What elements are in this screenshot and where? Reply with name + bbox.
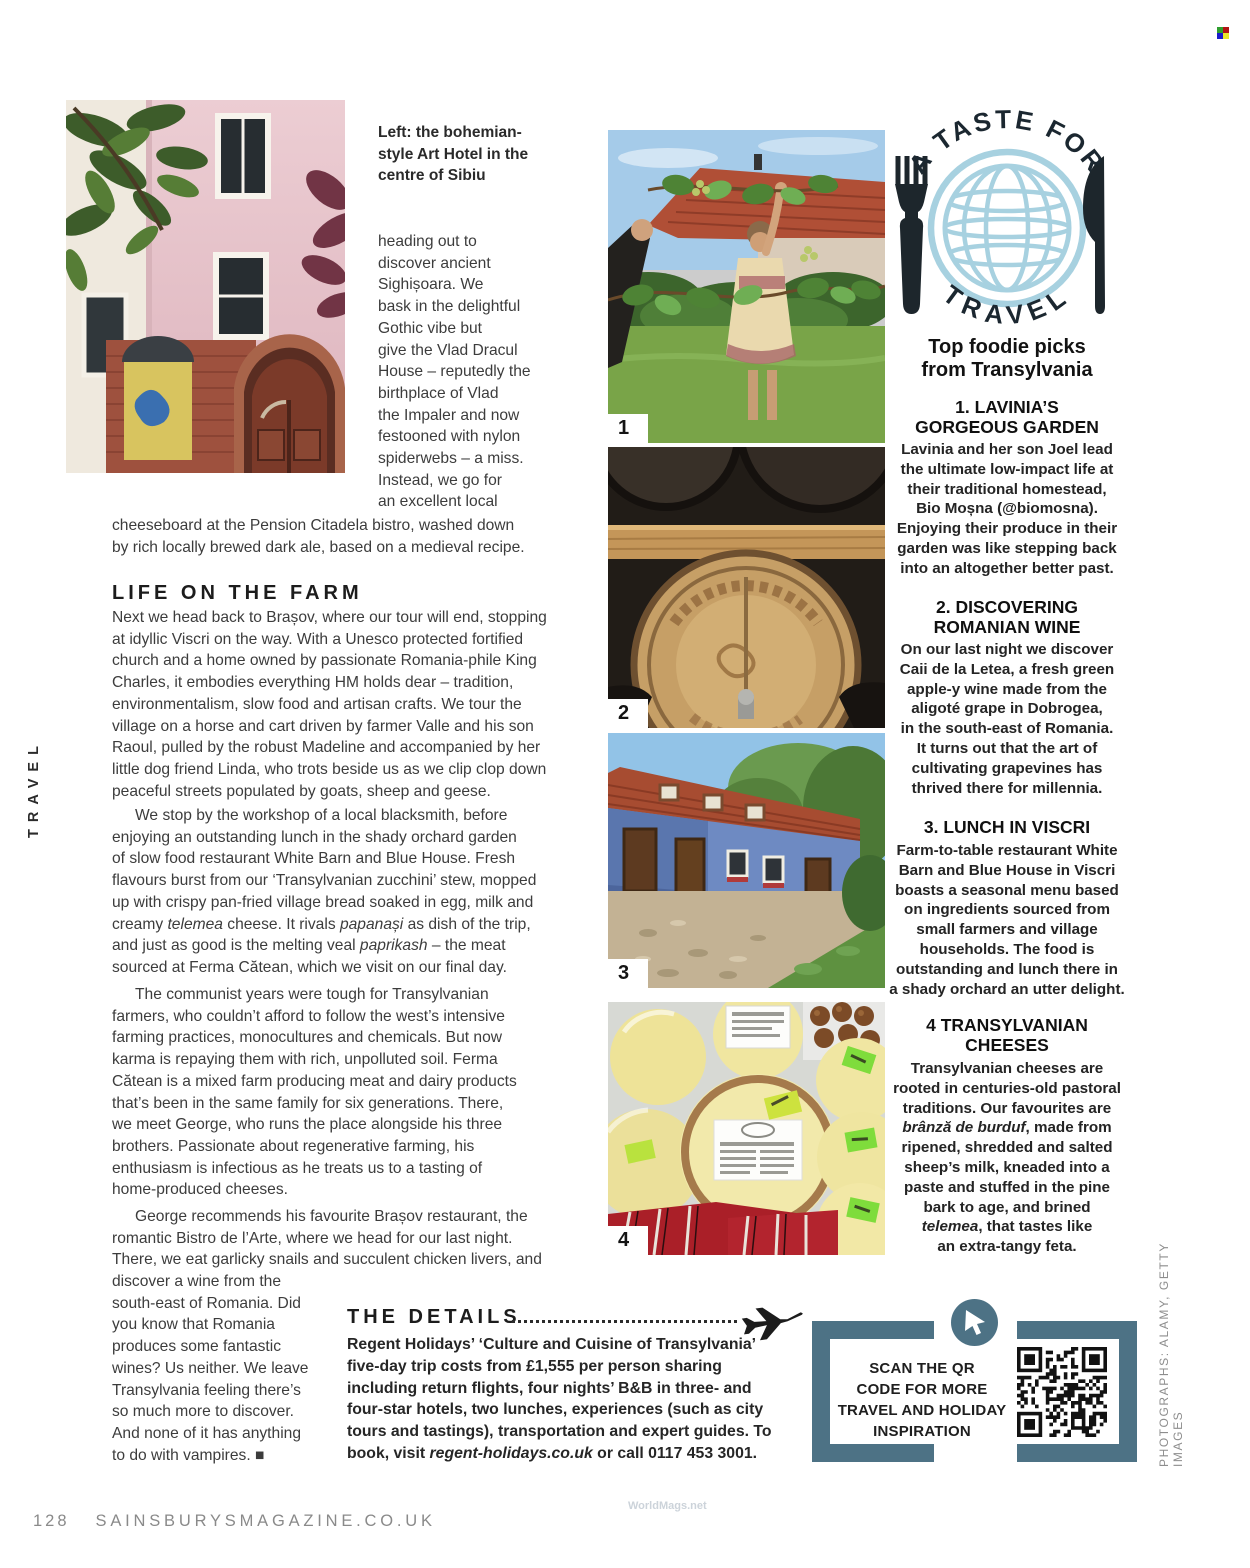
heading-life-on-the-farm: LIFE ON THE FARM (112, 582, 363, 604)
photo-grape-picking (608, 130, 885, 443)
foodie-tagline: Top foodie picks from Transylvania (921, 336, 1093, 381)
photo-wine-barrel (608, 447, 885, 728)
photo-number-badge: 3 (608, 959, 648, 988)
qr-panel-text: SCAN THE QR CODE FOR MORE TRAVEL AND HOLIDAY INSPIRATION (837, 1360, 1007, 1440)
qr-frame-right (1119, 1321, 1137, 1462)
site-url: SAINSBURYSMAGAZINE.CO.UK (95, 1512, 436, 1530)
details-body: Regent Holidays’ ‘Culture and Cuisine of Transylvania’ five-day trip costs from £1,555 per person sharing including return flights, four nights’ B&B in three- and four-star hotels, two lunches, experiences (such as city tours and tastings), transportation and expert guides. To book, visit regent-holidays.co.uk or call 0117 453 3001. (347, 1336, 772, 1462)
foodie-heading-2: 2. DISCOVERING ROMANIAN WINE (933, 597, 1081, 637)
paragraph-3: The communist years were tough for Transylvanian farmers, who couldn’t afford to follow the west’s intensive farming practices, monocultures and chemicals. But now karma is repaying them with rich, unpolluted soil. Ferma Cătean is a mixed farm producing meat and dairy products that’s been in the same family for six generations. There, we meet George, who runs the place alongside his three brothers. Passionate about regenerative farming, his enthusiasm is infectious as he treats us to a tasting of home-produced cheeses. (112, 986, 517, 1199)
svg-text:TRAVEL (938, 279, 1077, 330)
photo-transylvanian-cheeses (608, 1002, 885, 1255)
foodie-heading-3: 3. LUNCH IN VISCRI (923, 817, 1091, 837)
paragraph-1: Next we head back to Brașov, where our tour will end, stopping at idyllic Viscri on the way. With a Unesco protected fortified church and a home owned by passionate Romania-phile King Charles, it embodies everything HM holds dear – tradition, environmentalism, slow food and artisan crafts. We tour the village on a horse and cart driven by farmer Valle and his son Raoul, pulled by the robust Madeline and accompanied by her little dog friend Linda, who trots beside us as we clip clop down peaceful streets populated by goats, sheep and geese. (112, 609, 547, 800)
photo-number-badge: 4 (608, 1226, 648, 1255)
dotted-leader (512, 1320, 737, 1323)
article-intro-column: heading out to discover ancient Sighișoara. We bask in the delightful Gothic vibe but give the Vlad Dracul House – reputedly the birthplace of Vlad the Impaler and now festooned with nylon spiderwebs – a miss. Instead, we go for an excellent local (378, 233, 531, 511)
fork-icon (895, 156, 928, 314)
photo-number-badge: 2 (608, 699, 648, 728)
foodie-heading-1: 1. LAVINIA’S GORGEOUS GARDEN (915, 397, 1099, 437)
cursor-badge-icon (951, 1299, 998, 1346)
qr-frame-left (812, 1321, 830, 1462)
knife-icon (1083, 156, 1105, 314)
qr-code (1017, 1347, 1107, 1437)
photo-art-hotel-sibiu (66, 100, 345, 473)
photo-credit: PHOTOGRAPHS: ALAMY, GETTY IMAGES (1157, 1242, 1185, 1467)
art-hotel-illustration (66, 100, 345, 473)
logo-arc-top: A TASTE FOR (902, 108, 1112, 179)
section-label-travel: TRAVEL (26, 739, 42, 838)
paragraph-2: We stop by the workshop of a local blacksmith, before enjoying an outstanding lunch in the shady orchard garden of slow food restaurant White Barn and Blue House. Fresh flavours burst from our ‘Transylvanian zucchini’ stew, mopped up with crispy pan-fried village bread soaked in egg, milk and creamy telemea cheese. It rivals papanași as dish of the trip, and just as good is the melting veal paprikash – the meat sourced at Ferma Cătean, which we visit on our final day. (112, 807, 537, 976)
qr-frame-top-left (812, 1321, 934, 1339)
foodie-body-2: On our last night we discover Caii de la Letea, a fresh green apple-y wine made from the aligoté grape in Dobrogea, in the south-east of Romania. It turns out that the art of cultivating grapevines has thrived there for millennia. (899, 641, 1115, 797)
logo-arc-bottom: TRAVEL (937, 278, 1077, 331)
paragraph-4: George recommends his favourite Brașov restaurant, the romantic Bistro de l’Arte, where we head for our last night. There, we eat garlicky snails and succulent chicken livers, and (112, 1208, 542, 1269)
qr-frame-bottom-left (812, 1444, 934, 1462)
watermark: WorldMags.net (628, 1500, 707, 1512)
taste-for-travel-logo (885, 108, 1129, 340)
foodie-body-3: Farm-to-table restaurant White Barn and Blue House in Viscri boasts a seasonal menu based on ingredients sourced from small farmers and village households. The food is outstanding and lunch there in a shady orchard an utter delight. (889, 842, 1125, 998)
details-heading: THE DETAILS (347, 1306, 521, 1328)
photo-number-badge: 1 (608, 414, 648, 443)
paragraph-4-narrow: discover a wine from the south-east of Romania. Did you know that Romania produces some fantastic wines? Us neither. We leave Transylvania feeling there’s so much more to discover. And none of it has anything to do with vampires. ■ (112, 1273, 309, 1464)
article-intro-wide: cheeseboard at the Pension Citadela bistro, washed down by rich locally brewed dark ale, based on a medieval recipe. (112, 517, 525, 556)
photo-viscri-blue-house (608, 733, 885, 988)
page-footer (33, 1512, 436, 1531)
foodie-heading-4: 4 TRANSYLVANIAN CHEESES (926, 1015, 1088, 1055)
foodie-body-1: Lavinia and her son Joel lead the ultimate low-impact life at their traditional homestead, Bio Moșna (@biomosna). Enjoying their produce in their garden was like stepping back into an altogether better past. (896, 441, 1118, 577)
worldmags-logo-icon (1217, 27, 1229, 39)
page-number: 128 (33, 1512, 70, 1530)
photo-caption: Left: the bohemian- style Art Hotel in the centre of Sibiu (378, 124, 529, 184)
foodie-body-4: Transylvanian cheeses are rooted in centuries-old pastoral traditions. Our favourites are brânză de burduf, made from ripened, shredded and salted sheep’s milk, kneaded into a paste and stuffed in the pine bark to age, and brined telemea, that tastes like an extra-tangy feta. (893, 1060, 1121, 1256)
